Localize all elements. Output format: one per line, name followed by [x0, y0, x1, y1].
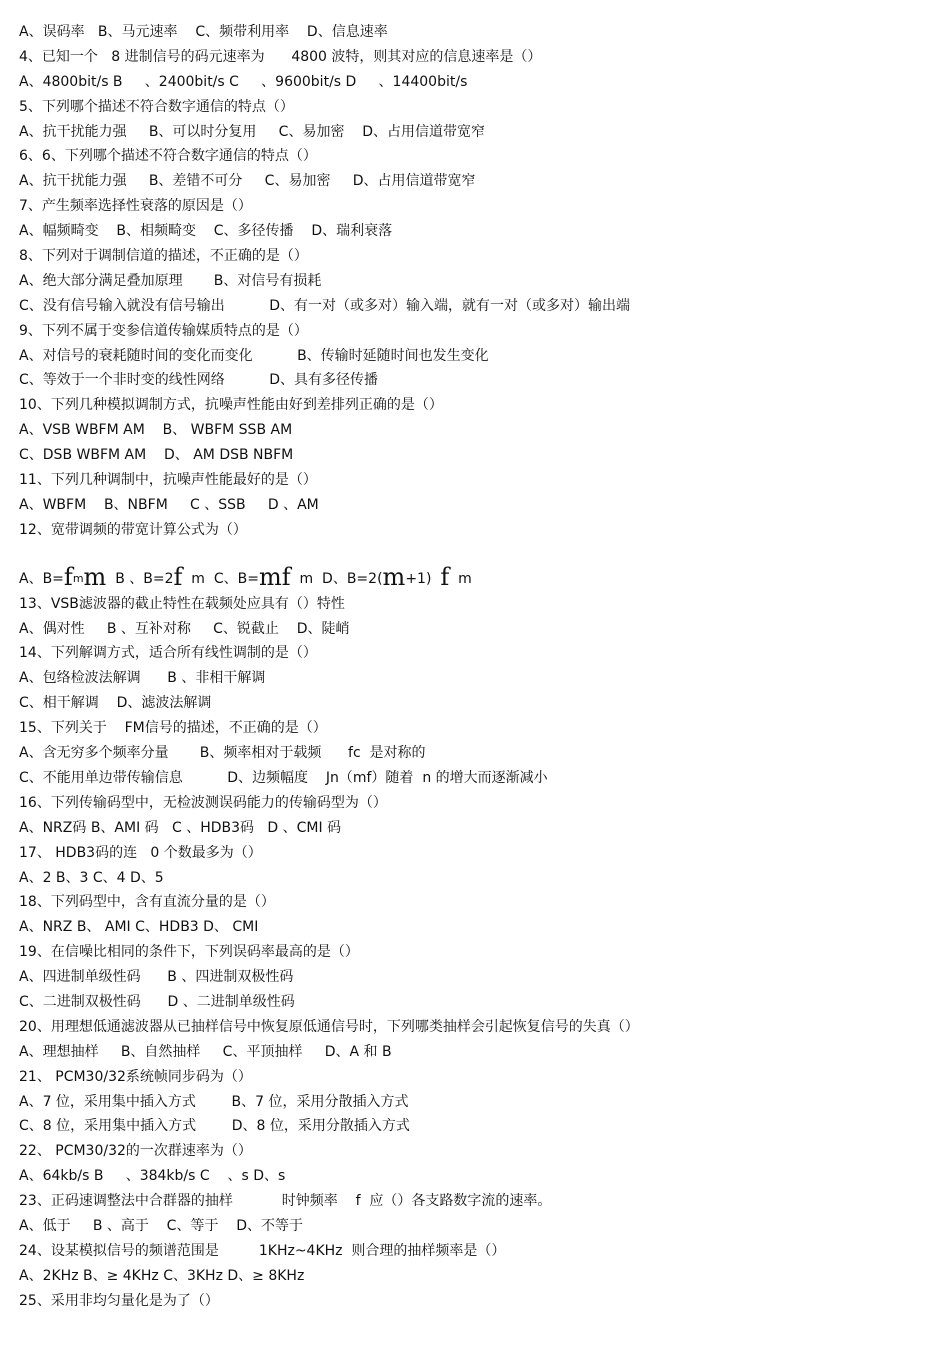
text-line: A、理想抽样 B、自然抽样 C、平顶抽样 D、A 和 B [19, 1043, 392, 1060]
text-line: 13、VSB滤波器的截止特性在载频处应具有（）特性 [19, 595, 345, 612]
text-line: A、WBFM B、NBFM C 、SSB D 、AM [19, 496, 319, 513]
text-line: A、64kb/s B 、384kb/s C 、s D、s [19, 1168, 286, 1185]
text-line: 17、 HDB3码的连 0 个数最多为（） [19, 844, 262, 861]
question-block-bottom [19, 592, 939, 1314]
text-line: 18、下列码型中，含有直流分量的是（） [19, 894, 275, 911]
text-line: A、四进制单级性码 B 、四进制双极性码 [19, 969, 294, 986]
text-line: 6、6、下列哪个描述不符合数字通信的特点（） [19, 148, 317, 165]
formula-symbol: f [63, 562, 73, 591]
formula-symbol: f [440, 562, 450, 591]
text-line: C、DSB WBFM AM D、 AM DSB NBFM [19, 447, 294, 464]
text-line: A、NRZ码 B、AMI 码 C 、HDB3码 D 、CMI 码 [19, 819, 342, 836]
text-line: 20、用理想低通滤波器从已抽样信号中恢复原低通信号时，下列哪类抽样会引起恢复信号的失真（） [19, 1018, 639, 1035]
formula-part: m D、B=2( [290, 570, 383, 587]
text-line: A、7 位，采用集中插入方式 B、7 位，采用分散插入方式 [19, 1093, 409, 1110]
text-line: 22、 PCM30/32的一次群速率为（） [19, 1143, 252, 1160]
formula-part: m [449, 570, 472, 587]
text-line: C、相干解调 D、滤波法解调 [19, 695, 212, 712]
text-line: C、没有信号输入就没有信号输出 D、有一对（或多对）输入端，就有一对（或多对）输出端 [19, 297, 631, 314]
text-line: 14、下列解调方式，适合所有线性调制的是（） [19, 645, 317, 662]
formula-part: A、B= [19, 570, 64, 587]
text-line: A、NRZ B、 AMI C、HDB3 D、 CMI [19, 919, 259, 936]
text-line: A、幅频畸变 B、相频畸变 C、多径传播 D、瑞利衰落 [19, 223, 393, 240]
formula-part: m [72, 571, 84, 585]
formula-symbol: m [382, 562, 406, 591]
formula-part: +1) [405, 570, 441, 587]
text-line: A、2 B、3 C、4 D、5 [19, 869, 164, 886]
text-line: C、不能用单边带传输信息 D、边频幅度 Jn（mf）随着 n 的增大而逐渐减小 [19, 769, 548, 786]
formula-symbol: m [258, 562, 282, 591]
text-line: 10、下列几种模拟调制方式，抗噪声性能由好到差排列正确的是（） [19, 397, 443, 414]
text-line: 21、 PCM30/32系统帧同步码为（） [19, 1068, 252, 1085]
formula-part: B 、B=2 [106, 570, 174, 587]
text-line: C、二进制双极性码 D 、二进制单级性码 [19, 993, 295, 1010]
text-line: A、绝大部分满足叠加原理 B、对信号有损耗 [19, 272, 322, 289]
text-line: A、包络检波法解调 B 、非相干解调 [19, 670, 266, 687]
text-line: 24、设某模拟信号的频谱范围是 1KHz~4KHz 则合理的抽样频率是（） [19, 1242, 506, 1259]
text-line: A、4800bit/s B 、2400bit/s C 、9600bit/s D 、14400bit/s [19, 73, 468, 90]
text-line: 23、正码速调整法中合群器的抽样 时钟频率 f 应（）各支路数字流的速率。 [19, 1193, 552, 1210]
text-line: 4、已知一个 8 进制信号的码元速率为 4800 波特，则其对应的信息速率是（） [19, 48, 542, 65]
text-line: 9、下列不属于变参信道传输媒质特点的是（） [19, 322, 308, 339]
text-line: A、含无穷多个频率分量 B、频率相对于载频 fc 是对称的 [19, 745, 426, 762]
text-line: 5、下列哪个描述不符合数字通信的特点（） [19, 98, 294, 115]
text-line: A、低于 B 、高于 C、等于 D、不等于 [19, 1217, 304, 1234]
text-line: A、抗干扰能力强 B、可以时分复用 C、易加密 D、占用信道带宽窄 [19, 123, 486, 140]
question-block-top [19, 20, 939, 543]
text-line: 12、宽带调频的带宽计算公式为（） [19, 521, 247, 538]
text-line: 19、在信噪比相同的条件下，下列误码率最高的是（） [19, 944, 359, 961]
text-line: C、8 位，采用集中插入方式 D、8 位，采用分散插入方式 [19, 1118, 410, 1135]
text-line: A、偶对性 B 、互补对称 C、锐截止 D、陡峭 [19, 620, 350, 637]
bandwidth-formula-options [19, 543, 939, 592]
text-line: A、抗干扰能力强 B、差错不可分 C、易加密 D、占用信道带宽窄 [19, 173, 476, 190]
text-line: 16、下列传输码型中，无检波测误码能力的传输码型为（） [19, 794, 387, 811]
document-page [19, 20, 939, 1314]
text-line: 7、产生频率选择性衰落的原因是（） [19, 198, 252, 215]
text-line: A、误码率 B、马元速率 C、频带利用率 D、信息速率 [19, 24, 388, 40]
text-line: C、等效于一个非时变的线性网络 D、具有多径传播 [19, 372, 379, 389]
formula-symbol: m [83, 562, 107, 591]
text-line: 8、下列对于调制信道的描述，不正确的是（） [19, 248, 308, 265]
text-line: A、VSB WBFM AM B、 WBFM SSB AM [19, 422, 293, 439]
text-line: A、2KHz B、≥ 4KHz C、3KHz D、≥ 8KHz [19, 1267, 305, 1284]
formula-symbol: f [281, 562, 291, 591]
formula-symbol: f [173, 562, 183, 591]
text-line: A、对信号的衰耗随时间的变化而变化 B、传输时延随时间也发生变化 [19, 347, 489, 364]
text-line: 25、采用非均匀量化是为了（） [19, 1292, 219, 1309]
text-line: 11、下列几种调制中，抗噪声性能最好的是（） [19, 472, 317, 489]
text-line: 15、下列关于 FM信号的描述，不正确的是（） [19, 720, 327, 737]
formula-part: m C、B= [182, 570, 259, 587]
